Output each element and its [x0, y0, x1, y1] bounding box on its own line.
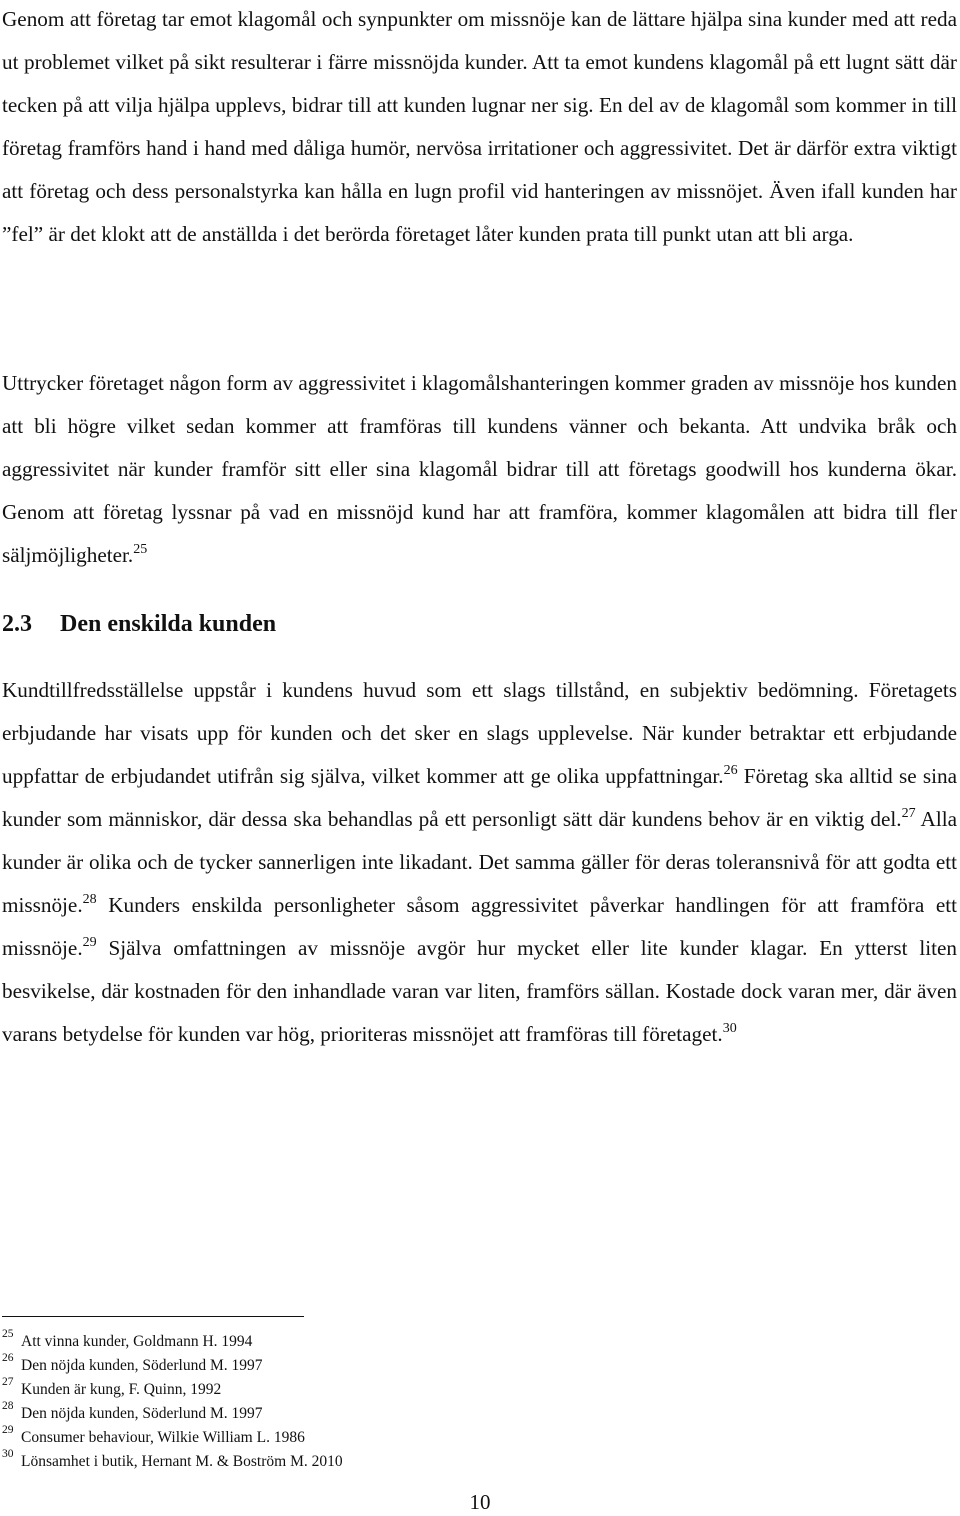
footnote: 30 Lönsamhet i butik, Hernant M. & Boström M. 2010	[2, 1448, 343, 1470]
footnote-text: Den nöjda kunden, Söderlund M. 1997	[21, 1405, 263, 1422]
footnote-text: Den nöjda kunden, Söderlund M. 1997	[21, 1357, 263, 1374]
section-number: 2.3	[2, 611, 32, 637]
footnote-text: Kunden är kung, F. Quinn, 1992	[21, 1381, 222, 1398]
footnotes-list	[2, 1330, 702, 1474]
footnote: 25 Att vinna kunder, Goldmann H. 1994	[2, 1328, 253, 1350]
paragraph-text: Kunders enskilda personligheter såsom aggressivitet påverkar handlingen för att framföra ett missnöje.	[2, 893, 957, 960]
section-title: Den enskilda kunden	[60, 611, 277, 637]
footnote-reference[interactable]: 26	[723, 763, 738, 778]
footnote: 26 Den nöjda kunden, Söderlund M. 1997	[2, 1352, 263, 1374]
footnote-text: Lönsamhet i butik, Hernant M. & Boström M. 2010	[21, 1453, 343, 1470]
footnote-text: Consumer behaviour, Wilkie William L. 1986	[21, 1429, 305, 1446]
footnote: 29 Consumer behaviour, Wilkie William L. 1986	[2, 1424, 305, 1446]
footnote-reference[interactable]: 28	[82, 892, 97, 907]
paragraph-text: Uttrycker företaget någon form av aggressivitet i klagomålshanteringen kommer graden av missnöje hos kunden att bli högre vilket sedan kommer att framföras till kundens vänner och bekanta. Att undvika bråk och aggressivitet när kunder framför sitt eller sina klagomål bidrar till att företags goodwill hos kunderna ökar. Genom att företag lyssnar på vad en missnöjd kund har att framföra, kommer klagomålen att bidra till fler säljmöjligheter.	[2, 371, 957, 567]
body-paragraph	[2, 0, 957, 256]
section-heading	[2, 602, 276, 646]
footnote-reference[interactable]: 27	[901, 806, 916, 821]
paragraph-text: Kundtillfredsställelse uppstår i kundens huvud som ett slags tillstånd, en subjektiv bedömning. Företagets erbjudande har visats upp för kunden och det sker en slags upplevelse. När kunder betraktar ett erbjudande uppfattar de erbjudandet utifrån sig själva, vilket kommer att ge olika uppfattningar.	[2, 678, 957, 788]
footnote-divider	[2, 1316, 304, 1317]
body-paragraph	[2, 669, 957, 1056]
footnote: 28 Den nöjda kunden, Söderlund M. 1997	[2, 1400, 263, 1422]
footnote-reference[interactable]: 30	[722, 1021, 737, 1036]
footnote: 27 Kunden är kung, F. Quinn, 1992	[2, 1376, 222, 1398]
paragraph-text: Företag ska alltid se sina kunder som människor, där dessa ska behandlas på ett personligt sätt där kundens behov är en viktig del.	[2, 764, 957, 831]
page-number: 10	[469, 1490, 491, 1514]
paragraph-text: Alla kunder är olika och de tycker sannerligen inte likadant. Det samma gäller för deras toleransnivå för att godta ett missnöje.	[2, 807, 958, 917]
paragraph-text: Genom att företag tar emot klagomål och synpunkter om missnöje kan de lättare hjälpa sina kunder med att reda ut problemet vilket på sikt resulterar i färre missnöjda kunder. Att ta emot kundens klagomål på ett lugnt sätt där tecken på att vilja hjälpa upplevs, bidrar till att kunden lugnar ner sig. En del av de klagomål som kommer in till företag framförs hand i hand med dåliga humör, nervösa irritationer och aggressivitet. Det är därför extra viktigt att företag och dess personalstyrka kan hålla en lugn profil vid hanteringen av missnöjet. Även ifall kunden har ”fel” är det klokt att de anställda i det berörda företaget låter kunden prata till punkt utan att bli arga.	[2, 7, 957, 246]
body-paragraph	[2, 362, 957, 577]
footnote-reference[interactable]: 29	[82, 935, 97, 950]
paragraph-text: Själva omfattningen av missnöje avgör hur mycket eller lite kunder klagar. En ytterst liten besvikelse, där kostnaden för den inhandlade varan var liten, framförs sällan. Kostade dock varan mer, där även varans betydelse för kunden var hög, prioriteras missnöjet att framföras till företaget.	[2, 936, 957, 1046]
footnote-text: Att vinna kunder, Goldmann H. 1994	[21, 1333, 253, 1350]
footnote-reference[interactable]: 25	[133, 542, 148, 557]
